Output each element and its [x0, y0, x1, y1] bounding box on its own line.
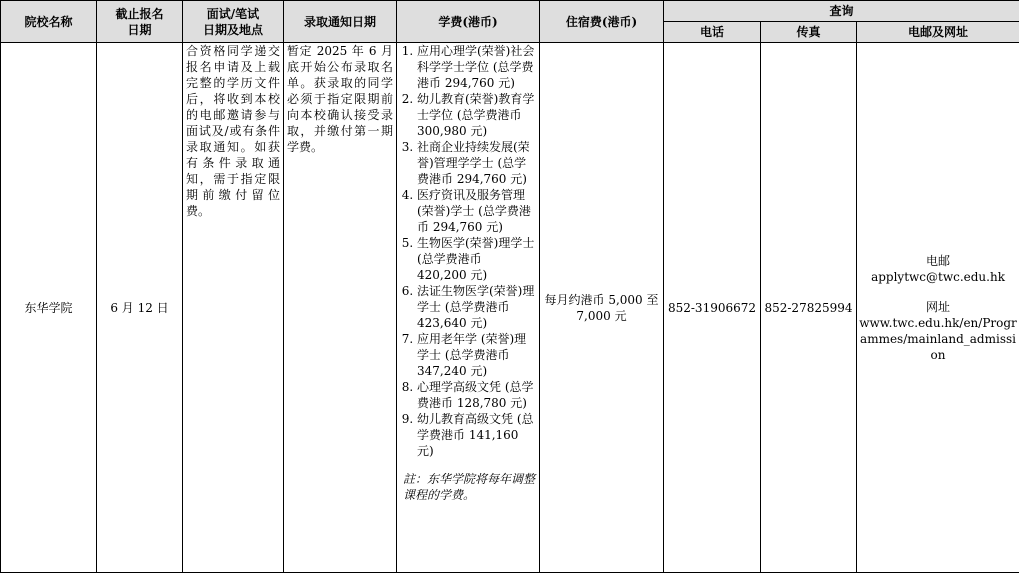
cell-school: 东华学院	[1, 43, 97, 573]
header-enquiry: 查询	[664, 1, 1019, 22]
header-email-web: 电邮及网址	[857, 22, 1019, 43]
cell-interview: 合资格同学递交报名申请及上载完整的学历文件后，将收到本校的电邮邀请参与面试及/或有条件录取通知。如获有条件录取通知，需于指定限期前缴付留位费。	[183, 43, 284, 573]
tuition-item: 6. 法证生物医学(荣誉)理学士 (总学费港币 423,640 元)	[417, 283, 535, 331]
tuition-item: 5. 生物医学(荣誉)理学士 (总学费港币 420,200 元)	[417, 235, 535, 283]
tuition-item: 2. 幼儿教育(荣誉)教育学士学位 (总学费港币 300,980 元)	[417, 91, 535, 139]
tuition-item: 4. 医疗资讯及服务管理(荣誉)学士 (总学费港币 294,760 元)	[417, 187, 535, 235]
cell-tuition	[397, 43, 540, 573]
header-deadline: 截止报名 日期	[97, 1, 183, 43]
email-label: 电邮	[859, 253, 1017, 269]
tuition-list	[397, 43, 539, 459]
header-interview: 面试/笔试 日期及地点	[183, 1, 284, 43]
header-fax: 传真	[761, 22, 857, 43]
email-link[interactable]: applytwc@twc.edu.hk	[859, 269, 1017, 285]
website-link[interactable]: www.twc.edu.hk/en/Programmes/mainland_admission	[859, 315, 1017, 363]
tuition-item: 9. 幼儿教育高级文凭 (总学费港币 141,160 元)	[417, 411, 535, 459]
cell-accommodation: 每月约港币 5,000 至 7,000 元	[540, 43, 664, 573]
cell-email-web	[857, 43, 1019, 573]
header-tuition: 学费(港币)	[397, 1, 540, 43]
header-accommodation: 住宿费(港币)	[540, 1, 664, 43]
tuition-item: 8. 心理学高级文凭 (总学费港币 128,780 元)	[417, 379, 535, 411]
header-school: 院校名称	[1, 1, 97, 43]
tuition-item: 7. 应用老年学 (荣誉)理学士 (总学费港币 347,240 元)	[417, 331, 535, 379]
cell-admission: 暂定 2025 年 6 月底开始公布录取名单。获录取的同学必须于指定限期前向本校确认接受录取，并缴付第一期学费。	[284, 43, 397, 573]
cell-fax: 852-27825994	[761, 43, 857, 573]
tuition-item: 1. 应用心理学(荣誉)社会科学学士学位 (总学费港币 294,760 元)	[417, 43, 535, 91]
cell-deadline: 6 月 12 日	[97, 43, 183, 573]
tuition-note: 註：东华学院将每年调整课程的学费。	[403, 471, 535, 503]
tuition-item: 3. 社商企业持续发展(荣誉)管理学学士 (总学费港币 294,760 元)	[417, 139, 535, 187]
website-label: 网址	[859, 299, 1017, 315]
header-phone: 电话	[664, 22, 761, 43]
header-admission-date: 录取通知日期	[284, 1, 397, 43]
cell-phone: 852-31906672	[664, 43, 761, 573]
